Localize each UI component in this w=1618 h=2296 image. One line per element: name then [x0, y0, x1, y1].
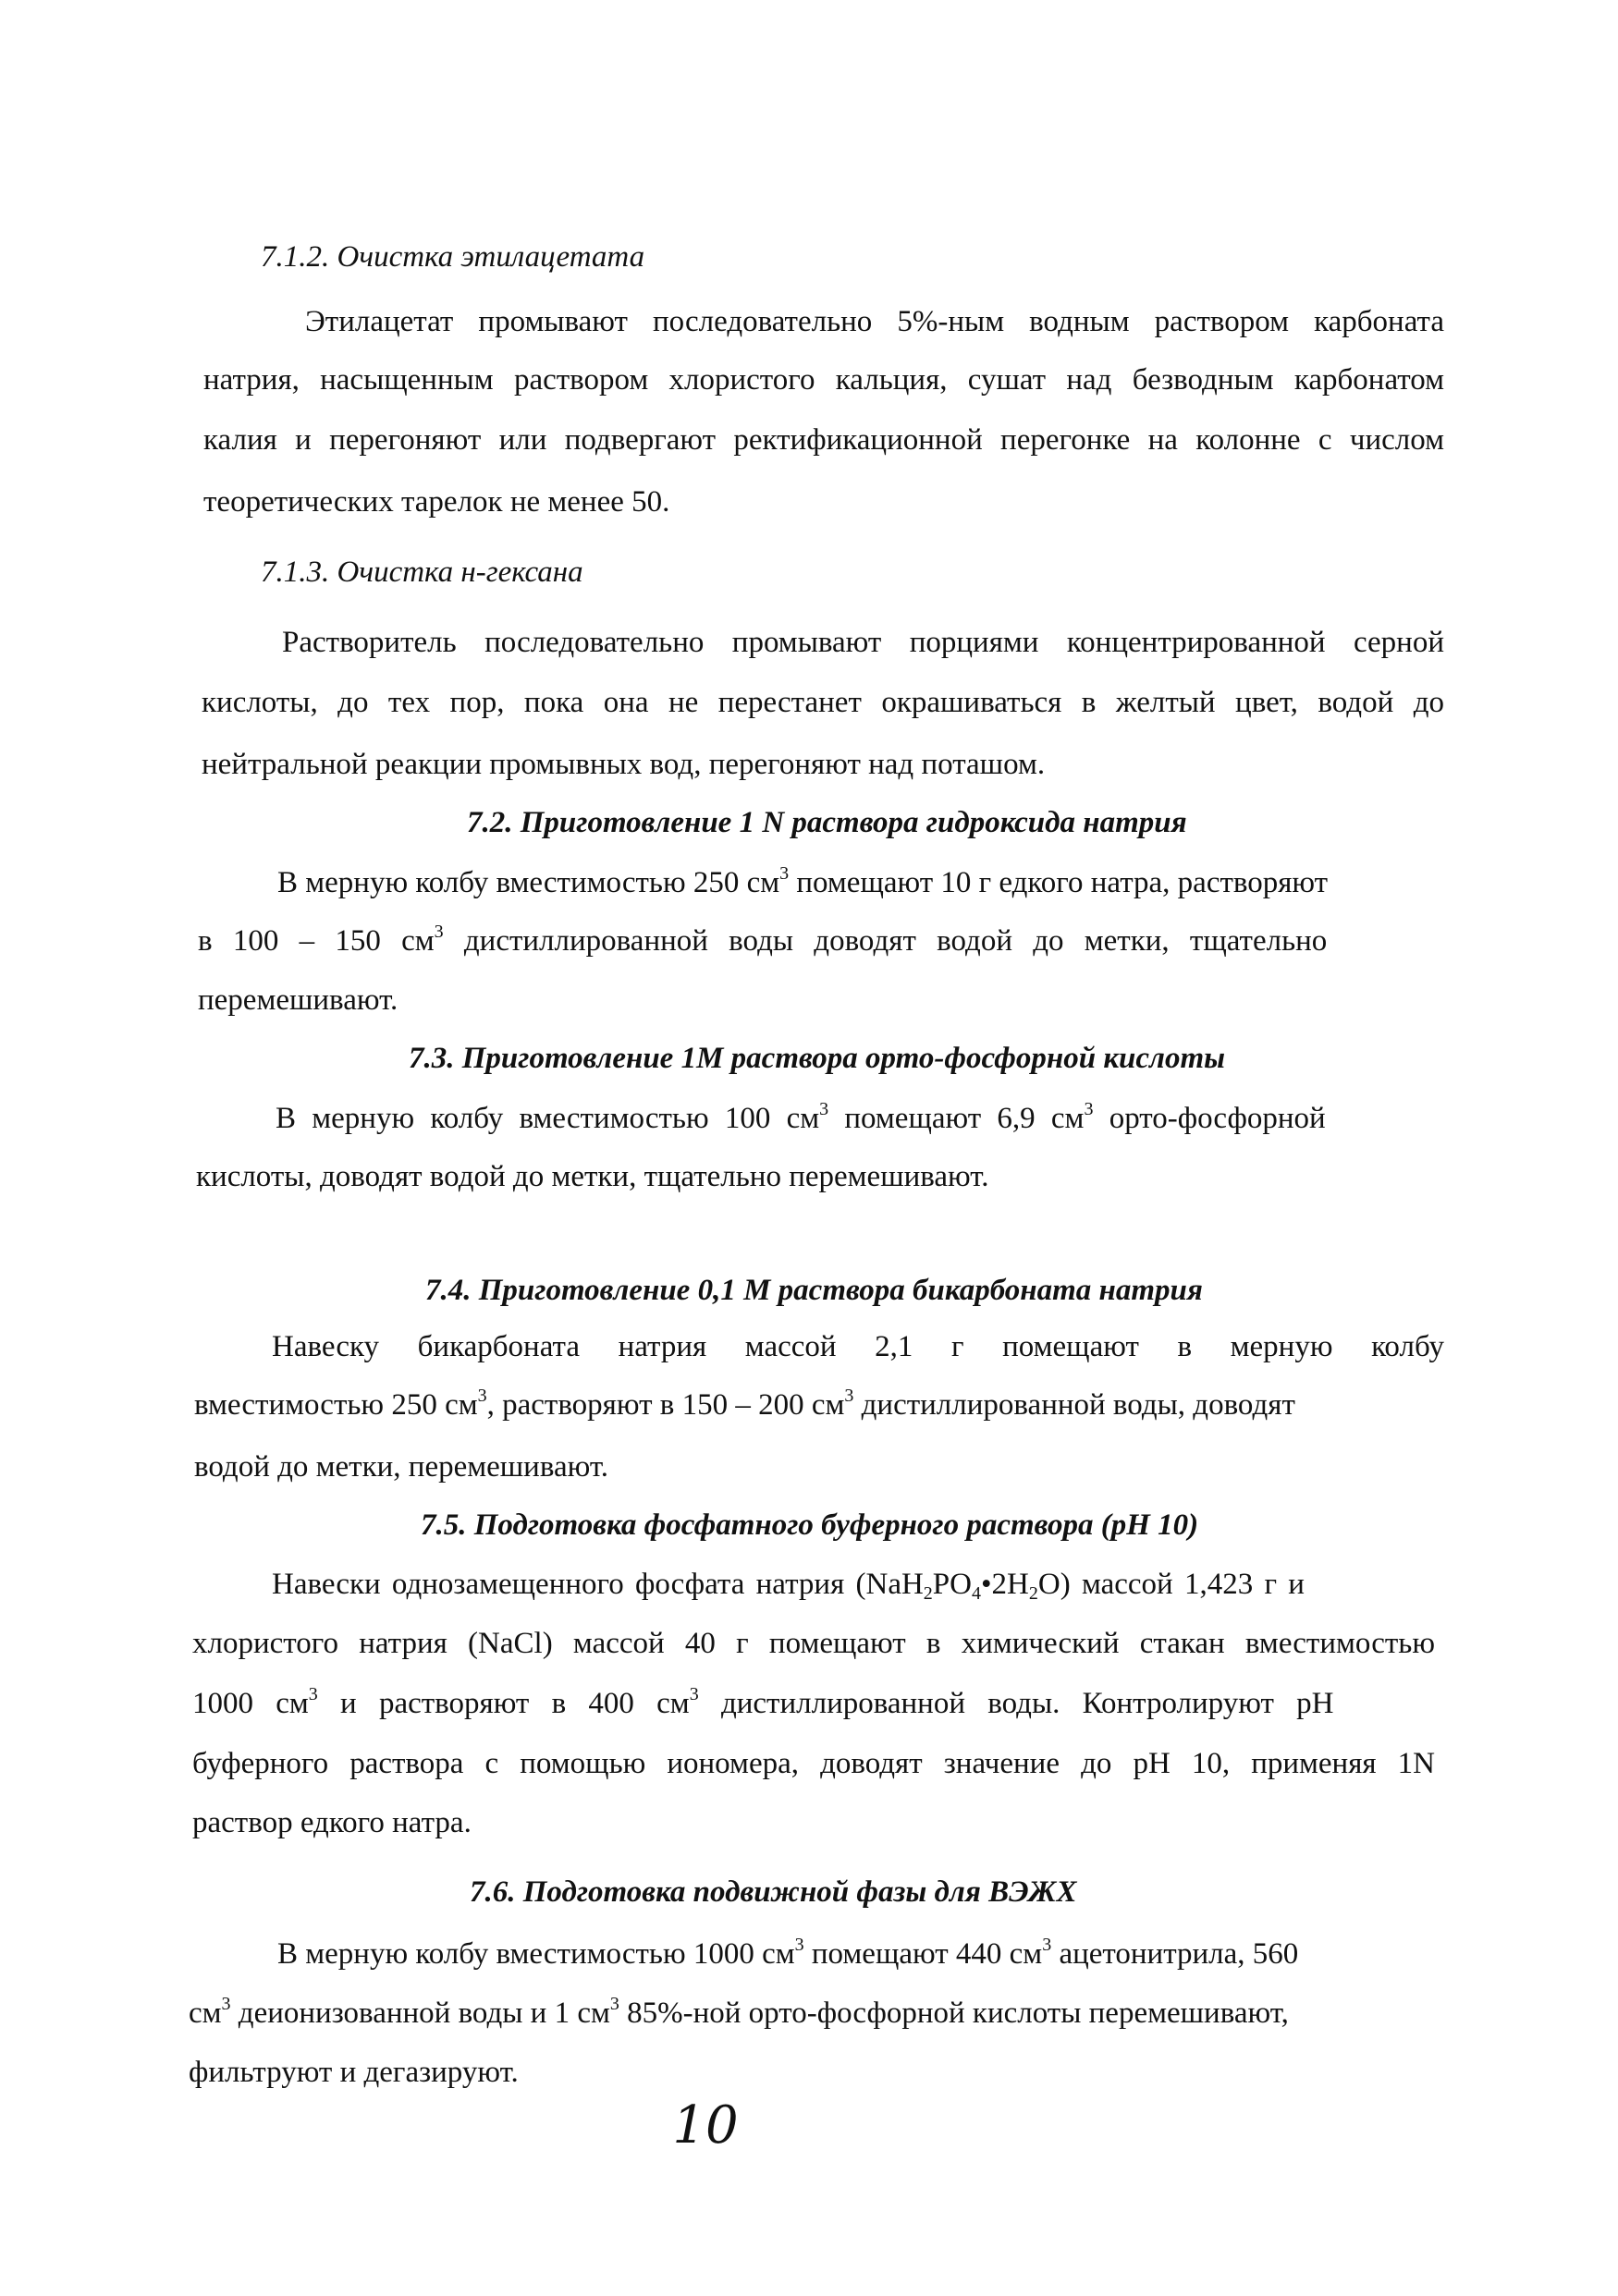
para-7-1-3-line2: кислоты, до тех пор, пока она не перестанет окрашиваться в желтый цвет, водой до — [202, 686, 1444, 719]
page-number: 10 — [672, 2095, 739, 2156]
superscript-3: 3 — [689, 1684, 699, 1704]
text-7-5-l1b: PO — [932, 1568, 972, 1601]
para-7-4-line1: Навеску бикарбоната натрия массой 2,1 г помещают в мерную колбу — [272, 1330, 1444, 1363]
para-7-4-line3: водой до метки, перемешивают. — [194, 1450, 609, 1484]
text-7-3-l1b: помещают 6,9 см — [828, 1102, 1085, 1135]
text-7-5-l1a: Навески однозамещенного фосфата натрия (NaH — [272, 1568, 924, 1601]
para-7-3-line1 — [276, 1100, 1326, 1137]
superscript-3: 3 — [819, 1099, 829, 1119]
para-7-4-line2 — [194, 1386, 1295, 1423]
text-7-6-l1c: ацетонитрила, 560 — [1051, 1937, 1299, 1971]
superscript-3: 3 — [221, 1994, 231, 2014]
para-7-6-line1 — [277, 1936, 1298, 1972]
superscript-3: 3 — [844, 1386, 854, 1406]
heading-7-3: 7.3. Приготовление 1М раствора орто-фосфорной кислоты — [409, 1042, 1226, 1075]
para-7-1-3-line1: Растворитель последовательно промывают порциями концентрированной серной — [282, 626, 1444, 659]
heading-7-6: 7.6. Подготовка подвижной фазы для ВЭЖХ — [470, 1875, 1077, 1909]
para-7-1-2-line4: теоретических тарелок не менее 50. — [203, 485, 670, 519]
para-7-2-line1 — [277, 864, 1328, 901]
text-7-3-l1c: орто-фосфорной — [1093, 1102, 1326, 1135]
text-7-5-l3b: и растворяют в 400 см — [317, 1687, 690, 1720]
para-7-1-2-line3: калия и перегоняют или подвергают ректификационной перегонке на колонне с числом — [203, 423, 1444, 457]
text-7-2-l2a: в 100 – 150 см — [198, 924, 435, 958]
subscript-2: 2 — [1028, 1583, 1038, 1604]
text-7-6-l1b: помещают 440 см — [803, 1937, 1043, 1971]
text-7-5-l3a: 1000 см — [192, 1687, 309, 1720]
superscript-3: 3 — [434, 922, 444, 942]
superscript-3: 3 — [477, 1386, 487, 1406]
heading-7-1-3: 7.1.3. Очистка н-гексана — [261, 556, 583, 589]
text-7-2-l1a: В мерную колбу вместимостью 250 см — [277, 866, 780, 899]
para-7-6-line3: фильтруют и дегазируют. — [189, 2056, 519, 2089]
superscript-3: 3 — [1084, 1099, 1094, 1119]
para-7-1-2-line1: Этилацетат промывают последовательно 5%-ным водным раствором карбоната — [305, 305, 1444, 338]
subscript-4: 4 — [971, 1583, 981, 1604]
text-7-6-l2b: деионизованной воды и 1 см — [230, 1997, 610, 2030]
superscript-3: 3 — [609, 1994, 619, 2014]
para-7-5-line1 — [272, 1566, 1305, 1603]
text-7-6-l2a: см — [189, 1997, 222, 2030]
text-7-6-l2c: 85%-ной орто-фосфорной кислоты перемешивают, — [619, 1997, 1289, 2030]
para-7-5-line4: буферного раствора с помощью иономера, доводят значение до pH 10, применяя 1N — [192, 1747, 1435, 1780]
text-7-4-l2a: вместимостью 250 см — [194, 1388, 478, 1422]
text-7-6-l1a: В мерную колбу вместимостью 1000 см — [277, 1937, 795, 1971]
para-7-3-line2: кислоты, доводят водой до метки, тщательно перемешивают. — [196, 1160, 989, 1193]
text-7-5-l1d: O) массой 1,423 г и — [1037, 1568, 1305, 1601]
para-7-5-line3 — [192, 1685, 1333, 1722]
superscript-3: 3 — [1042, 1935, 1052, 1955]
para-7-1-2-line2: натрия, насыщенным раствором хлористого кальция, сушат над безводным карбонатом — [203, 363, 1444, 397]
text-7-4-l2b: , растворяют в 150 – 200 см — [486, 1388, 845, 1422]
para-7-6-line2 — [189, 1995, 1289, 2032]
heading-7-4: 7.4. Приготовление 0,1 М раствора бикарбоната натрия — [425, 1274, 1203, 1307]
subscript-2: 2 — [923, 1583, 933, 1604]
superscript-3: 3 — [779, 863, 790, 884]
heading-7-2: 7.2. Приготовление 1 N раствора гидроксида натрия — [467, 806, 1187, 839]
text-7-2-l1b: помещают 10 г едкого натра, растворяют — [789, 866, 1329, 899]
para-7-5-line2: хлористого натрия (NaCl) массой 40 г помещают в химический стакан вместимостью — [192, 1627, 1435, 1660]
heading-7-1-2: 7.1.2. Очистка этилацетата — [261, 240, 645, 274]
text-7-5-l3c: дистиллированной воды. Контролируют pH — [698, 1687, 1334, 1720]
para-7-2-line3: перемешивают. — [198, 983, 398, 1017]
heading-7-5: 7.5. Подготовка фосфатного буферного раствора (pH 10) — [421, 1508, 1199, 1542]
para-7-5-line5: раствор едкого натра. — [192, 1806, 472, 1839]
text-7-5-l1c: •2H — [980, 1568, 1029, 1601]
text-7-3-l1a: В мерную колбу вместимостью 100 см — [276, 1102, 820, 1135]
text-7-4-l2c: дистиллированной воды, доводят — [853, 1388, 1295, 1422]
superscript-3: 3 — [308, 1684, 318, 1704]
para-7-1-3-line3: нейтральной реакции промывных вод, перегоняют над поташом. — [202, 748, 1046, 781]
superscript-3: 3 — [794, 1935, 804, 1955]
text-7-2-l2b: дистиллированной воды доводят водой до метки, тщательно — [443, 924, 1328, 958]
para-7-2-line2 — [198, 922, 1327, 959]
